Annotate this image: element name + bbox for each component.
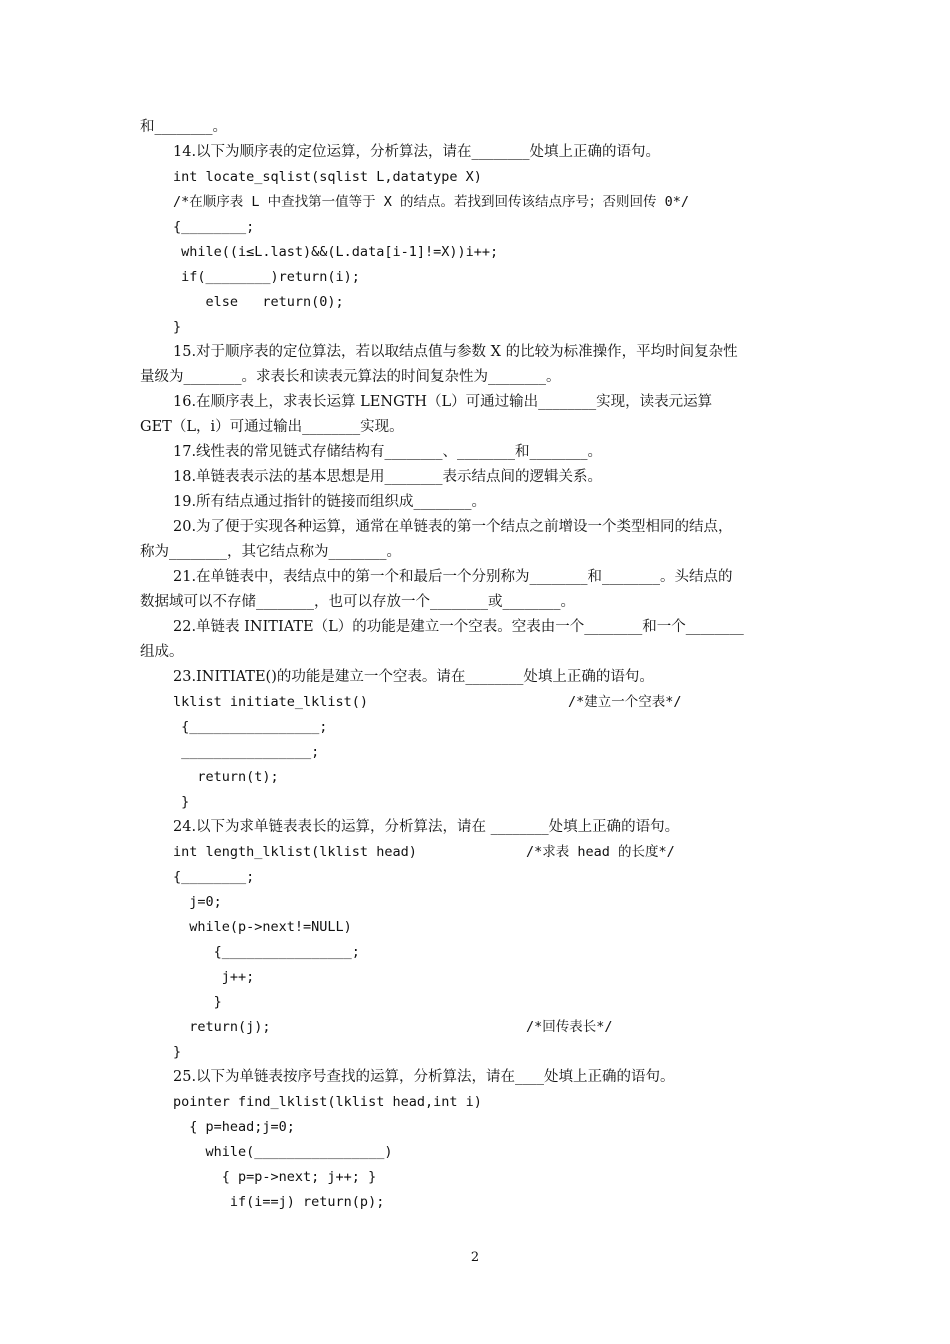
- code-comment: /*建立一个空表*/: [568, 694, 682, 710]
- question-18: 18.单链表表示法的基本思想是用________表示结点间的逻辑关系。: [173, 469, 603, 485]
- code-line: j=0;: [173, 894, 222, 910]
- code-line: }: [173, 319, 182, 335]
- code-line: int length_lklist(lklist head): [173, 844, 417, 860]
- code-line: { p=head;j=0;: [173, 1119, 295, 1135]
- question-23: 23.INITIATE()的功能是建立一个空表。请在________处填上正确的语句。: [173, 669, 654, 685]
- code-line: pointer find_lklist(lklist head,int i): [173, 1094, 482, 1110]
- code-comment: /*求表 head 的长度*/: [526, 844, 675, 860]
- code-line: while(________________): [173, 1144, 393, 1160]
- question-17: 17.线性表的常见链式存储结构有________、________和________。: [173, 444, 603, 460]
- code-line: {________________;: [173, 944, 360, 960]
- text-line: 组成。: [140, 644, 184, 660]
- code-line: ________________;: [173, 744, 320, 760]
- question-22: 22.单链表 INITIATE（L）的功能是建立一个空表。空表由一个________和一个________: [173, 619, 744, 635]
- code-comment: /*回传表长*/: [526, 1019, 613, 1035]
- code-line: { p=p->next; j++; }: [173, 1169, 377, 1185]
- text-line: 称为________，其它结点称为________。: [140, 544, 401, 560]
- text-line: 数据域可以不存储________，也可以存放一个________或________。: [140, 594, 575, 610]
- question-21: 21.在单链表中，表结点中的第一个和最后一个分别称为________和________。头结点的: [173, 569, 733, 585]
- question-25: 25.以下为单链表按序号查找的运算，分析算法，请在____处填上正确的语句。: [173, 1069, 675, 1085]
- question-14: 14.以下为顺序表的定位运算，分析算法，请在________处填上正确的语句。: [173, 144, 661, 160]
- code-line: /*在顺序表 L 中查找第一值等于 X 的结点。若找到回传该结点序号；否则回传 0*/: [173, 194, 690, 210]
- code-line: if(________)return(i);: [173, 269, 360, 285]
- text-line: 量级为________。求表长和读表元算法的时间复杂性为________。: [140, 369, 561, 385]
- code-line: while((i≤L.last)&&(L.data[i-1]!=X))i++;: [173, 244, 499, 260]
- code-line: }: [173, 794, 190, 810]
- question-15: 15.对于顺序表的定位算法，若以取结点值与参数 X 的比较为标准操作，平均时间复杂性: [173, 344, 738, 360]
- code-line: while(p->next!=NULL): [173, 919, 352, 935]
- code-line: }: [173, 1044, 182, 1060]
- code-line: return(j);: [173, 1019, 271, 1035]
- code-line: if(i==j) return(p);: [173, 1194, 385, 1210]
- code-line: {________;: [173, 219, 255, 235]
- text-line: 和________。: [140, 119, 227, 135]
- code-line: return(t);: [173, 769, 279, 785]
- code-line: {________;: [173, 869, 255, 885]
- code-line: int locate_sqlist(sqlist L,datatype X): [173, 169, 482, 185]
- code-line: j++;: [173, 969, 255, 985]
- page-number: 2: [470, 1250, 480, 1265]
- code-line: lklist initiate_lklist(): [173, 694, 369, 710]
- text-line: GET（L，i）可通过输出________实现。: [140, 419, 404, 435]
- question-16: 16.在顺序表上，求表长运算 LENGTH（L）可通过输出________实现，读表元运算: [173, 394, 713, 410]
- code-line: {________________;: [173, 719, 328, 735]
- question-24: 24.以下为求单链表表长的运算，分析算法，请在 ________处填上正确的语句。: [173, 819, 680, 835]
- code-line: else return(0);: [173, 294, 344, 310]
- code-line: }: [173, 994, 222, 1010]
- question-20: 20.为了便于实现各种运算，通常在单链表的第一个结点之前增设一个类型相同的结点，: [173, 519, 733, 535]
- question-19: 19.所有结点通过指针的链接而组织成________。: [173, 494, 487, 510]
